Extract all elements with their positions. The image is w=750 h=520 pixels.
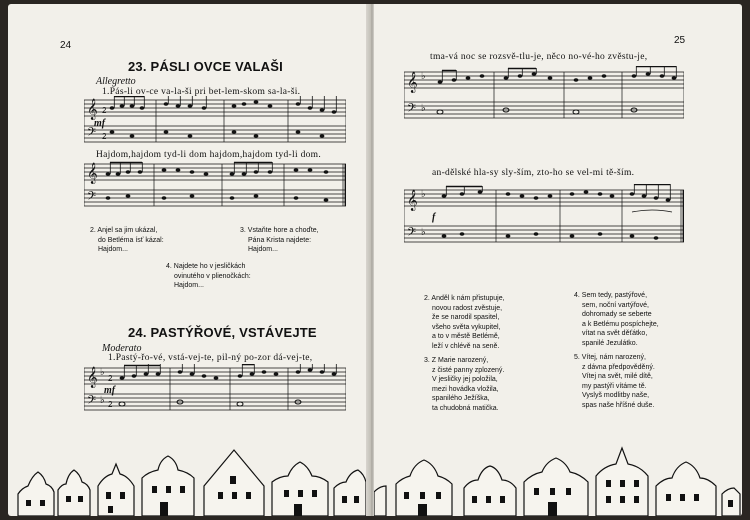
song24-lyric-line1: 1.Pastý-řo-vé, vstá-vej-te, pil-ný po-zor dá-vej-te, xyxy=(108,353,313,363)
left-page xyxy=(8,4,370,516)
svg-text:♭: ♭ xyxy=(421,189,426,200)
tempo-allegretto: Allegretto xyxy=(96,76,136,87)
svg-text:♭: ♭ xyxy=(100,367,105,378)
song24-verse4: 4. Sem tedy, pastýřové, sem, noční vartýřové, dohromady se seberte a k Betlému pospíchejte, vítat na svět děťátko, spanilé Jezulátko. xyxy=(574,292,659,347)
song23-verse3: 3. Vstaňte hore a choďte, Pána Krista najdete: Hajdom... xyxy=(240,227,319,253)
svg-text:2: 2 xyxy=(108,400,113,409)
song23-lyric-line1: 1.Pás-li ov-ce va-la-ši pri bet-lem-skom sa-la-ši. xyxy=(102,87,301,97)
song24-system1 xyxy=(84,364,346,414)
song-title-24: 24. PASTÝŘOVÉ, VSTÁVEJTE xyxy=(128,325,317,340)
svg-text:𝄢: 𝄢 xyxy=(87,394,97,410)
svg-text:♭: ♭ xyxy=(421,227,426,238)
song24-dynamic: mf xyxy=(104,385,116,396)
page-number-right: 25 xyxy=(674,35,686,46)
svg-text:𝄞: 𝄞 xyxy=(407,72,418,93)
song23-system1 xyxy=(84,96,346,146)
song23-verse2: 2. Anjel sa jim ukázal, do Betléma ísť kázal: Hajdom... xyxy=(90,227,164,253)
svg-text:𝄢: 𝄢 xyxy=(407,226,417,242)
svg-text:𝄢: 𝄢 xyxy=(87,126,97,142)
town-illustration-left xyxy=(8,436,370,516)
song24-dynamic-forte: f xyxy=(432,212,436,223)
svg-text:2: 2 xyxy=(102,106,107,115)
svg-text:2: 2 xyxy=(102,132,107,141)
svg-text:𝄞: 𝄞 xyxy=(87,163,98,184)
svg-text:𝄢: 𝄢 xyxy=(407,102,417,118)
tempo-moderato: Moderato xyxy=(102,343,142,354)
svg-text:2: 2 xyxy=(108,374,113,383)
svg-text:𝄞: 𝄞 xyxy=(87,367,98,388)
right-page xyxy=(374,4,742,516)
svg-text:♭: ♭ xyxy=(100,395,105,406)
song23-dynamic: mf xyxy=(94,118,106,129)
svg-text:♭: ♭ xyxy=(421,103,426,114)
song-title-23: 23. PÁSLI OVCE VALAŠI xyxy=(128,59,283,74)
svg-text:♭: ♭ xyxy=(421,71,426,82)
song23-lyric-line2: Hajdom,hajdom tyd-li dom hajdom,hajdom tyd-li dom. xyxy=(96,150,322,160)
song23-system2 xyxy=(84,160,346,210)
svg-text:𝄞: 𝄞 xyxy=(407,190,418,211)
song23-verse4: 4. Najdete ho v jesličkách ovinutého v plienočkách: Hajdom... xyxy=(166,263,251,289)
song24-verse3: 3. Z Marie narozený, z čisté panny zplozený. V jesličky jej položila, mezi hovádka vložila, spanilého Ježíška, ta chudobná matička. xyxy=(424,357,505,412)
song24-lyric-line2: tma-vá noc se rozsvě-tlu-je, něco no-vé-ho zvěstu-je, xyxy=(430,52,648,62)
svg-text:𝄞: 𝄞 xyxy=(87,99,98,120)
song24-system3 xyxy=(404,184,684,250)
page-number-left: 24 xyxy=(60,40,72,51)
song24-verse2: 2. Anděl k nám přistupuje, novou radost zvěstuje, že se narodil spasitel, všeho světa vykupitel, a to v městě Betlémě, leží v chlévě na seně. xyxy=(424,295,505,350)
song24-system2 xyxy=(404,66,684,122)
town-illustration-right xyxy=(374,436,742,516)
svg-text:𝄢: 𝄢 xyxy=(87,190,97,206)
song24-verse5: 5. Vítej, nám narozený, z dávna předpověděný. Vítej na svět, milé dítě, my pastýři vítáme tě. Vyslyš modlitby naše, spas naše hříšné duše. xyxy=(574,354,655,409)
song24-lyric-line3: an-dělské hla-sy sly-ším, zto-ho se vel-mi tě-ším. xyxy=(432,168,635,178)
